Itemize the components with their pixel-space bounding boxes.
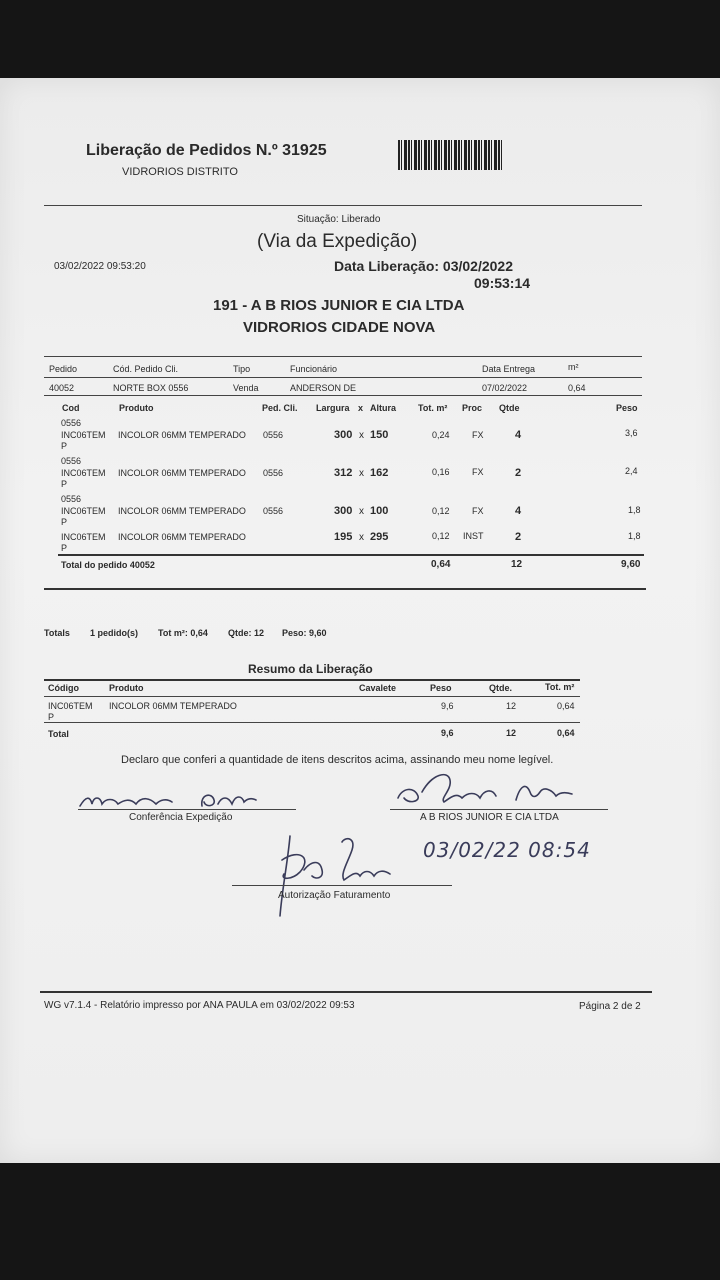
item-tot-m2: 0,12	[432, 506, 450, 516]
order-total-m2: 0,64	[431, 559, 451, 570]
order-divider-mid	[44, 377, 642, 378]
item-proc: FX	[472, 430, 484, 440]
order-cod-pedido: NORTE BOX 0556	[113, 383, 189, 393]
client-name: 191 - A B RIOS JUNIOR E CIA LTDA	[213, 297, 465, 314]
barcode	[398, 140, 504, 170]
resumo-cod: INC06TEM	[48, 701, 93, 711]
col-pedido: Pedido	[49, 364, 78, 374]
item-produto: INCOLOR 06MM TEMPERADO	[118, 506, 246, 516]
item-ped-cli: 0556	[263, 430, 284, 440]
resumo-peso: 9,6	[441, 701, 454, 711]
item-peso: 2,4	[625, 466, 638, 476]
conferencia-label: Conferência Expedição	[129, 812, 233, 823]
item-qtde: 4	[515, 429, 522, 441]
item-ped-cli: 0556	[263, 468, 284, 478]
resumo-title: Resumo da Liberação	[248, 662, 373, 676]
item-qtde: 4	[515, 505, 522, 517]
resumo-header-divider	[44, 696, 580, 697]
footer-report-info: WG v7.1.4 - Relatório impresso por ANA PAULA em 03/02/2022 09:53	[44, 1000, 355, 1011]
item-produto: INCOLOR 06MM TEMPERADO	[118, 532, 246, 542]
item-x: x	[359, 506, 364, 517]
item-x: x	[359, 532, 364, 543]
faturamento-signature-line	[232, 885, 452, 886]
order-divider-bottom	[44, 395, 642, 396]
item-cod-suffix: P	[61, 543, 68, 553]
items-col-proc: Proc	[462, 403, 483, 413]
resumo-total-label: Total	[48, 729, 69, 739]
item-largura: 300	[334, 429, 353, 441]
items-col-largura: Largura	[316, 403, 350, 413]
totals-peso: Peso: 9,60	[282, 628, 327, 638]
item-altura: 295	[370, 531, 389, 543]
resumo-col-produto: Produto	[109, 683, 144, 693]
resumo-col-tot-m2: Tot. m²	[545, 682, 575, 692]
item-tot-m2: 0,24	[432, 430, 450, 440]
item-altura: 162	[370, 467, 389, 479]
totals-qtde: Qtde: 12	[228, 628, 265, 638]
resumo-m2: 0,64	[557, 701, 575, 711]
item-peso: 1,8	[628, 505, 641, 515]
col-cod-pedido: Cód. Pedido Cli.	[113, 364, 179, 374]
item-proc: INST	[463, 531, 484, 541]
items-col-tot-m2: Tot. m²	[418, 403, 448, 413]
item-cod: INC06TEM	[61, 506, 106, 516]
resumo-produto: INCOLOR 06MM TEMPERADO	[109, 701, 237, 711]
items-col-altura: Altura	[370, 403, 397, 413]
item-peso: 1,8	[628, 531, 641, 541]
declaration-text: Declaro que conferi a quantidade de itens descritos acima, assinando meu nome legível.	[121, 754, 554, 766]
order-divider-top	[44, 356, 642, 357]
item-tot-m2: 0,16	[432, 467, 450, 477]
item-qtde: 2	[515, 467, 522, 479]
handwritten-date: 03/02/22 08:54	[423, 838, 591, 862]
faturamento-signature	[260, 830, 410, 920]
items-col-ped-cli: Ped. Cli.	[262, 403, 298, 413]
item-pre: 0556	[61, 456, 82, 466]
item-proc: FX	[472, 506, 484, 516]
item-cod: INC06TEM	[61, 468, 106, 478]
order-m2: 0,64	[568, 383, 586, 393]
resumo-col-peso: Peso	[430, 683, 452, 693]
totals-label: Totals	[44, 628, 70, 638]
data-liberacao: Data Liberação: 03/02/2022	[334, 258, 513, 274]
resumo-top-divider	[44, 679, 580, 681]
order-total-label: Total do pedido 40052	[61, 560, 155, 570]
company-name: VIDRORIOS DISTRITO	[122, 166, 238, 178]
items-col-cod: Cod	[62, 403, 80, 413]
order-funcionario: ANDERSON DE	[290, 383, 357, 393]
items-col-qtde: Qtde	[499, 403, 520, 413]
footer-divider	[40, 991, 652, 993]
item-x: x	[359, 468, 364, 479]
resumo-total-qtde: 12	[506, 728, 517, 738]
item-largura: 312	[334, 467, 353, 479]
via-label: (Via da Expedição)	[257, 231, 418, 252]
col-tipo: Tipo	[233, 364, 251, 374]
col-data-entrega: Data Entrega	[482, 364, 536, 374]
item-largura: 300	[334, 505, 353, 517]
item-peso: 3,6	[625, 428, 638, 438]
items-col-peso: Peso	[616, 403, 638, 413]
totals-m2: Tot m²: 0,64	[158, 628, 208, 638]
resumo-col-codigo: Código	[48, 683, 79, 693]
item-altura: 150	[370, 429, 389, 441]
faturamento-label: Autorização Faturamento	[278, 890, 391, 901]
order-total-qtde: 12	[511, 559, 523, 570]
data-liberacao-time: 09:53:14	[474, 275, 531, 291]
item-pre: 0556	[61, 418, 82, 428]
item-proc: FX	[472, 467, 484, 477]
client-label: A B RIOS JUNIOR E CIA LTDA	[420, 812, 559, 823]
item-cod-suffix: P	[61, 441, 68, 451]
resumo-total-peso: 9,6	[441, 728, 454, 738]
item-cod-suffix: P	[61, 479, 68, 489]
client-store: VIDRORIOS CIDADE NOVA	[243, 319, 436, 336]
items-total-divider	[58, 554, 644, 556]
order-pedido: 40052	[49, 383, 75, 393]
resumo-col-cavalete: Cavalete	[359, 683, 397, 693]
conferencia-signature-line	[78, 809, 296, 810]
item-qtde: 2	[515, 531, 522, 543]
item-x: x	[359, 430, 364, 441]
resumo-col-qtde: Qtde.	[489, 683, 513, 693]
totals-pedidos: 1 pedido(s)	[90, 628, 139, 638]
item-produto: INCOLOR 06MM TEMPERADO	[118, 468, 246, 478]
document-title: Liberação de Pedidos N.º 31925	[86, 142, 327, 159]
item-cod-suffix: P	[61, 517, 68, 527]
order-total-peso: 9,60	[621, 559, 641, 570]
header-divider	[44, 205, 642, 206]
items-bottom-divider	[44, 588, 646, 590]
item-pre: 0556	[61, 494, 82, 504]
client-signature	[392, 768, 582, 810]
resumo-cod-suffix: P	[48, 712, 55, 722]
printed-timestamp: 03/02/2022 09:53:20	[54, 261, 146, 272]
item-cod: INC06TEM	[61, 430, 106, 440]
resumo-total-divider	[44, 722, 580, 723]
item-tot-m2: 0,12	[432, 531, 450, 541]
resumo-qtde: 12	[506, 701, 517, 711]
item-largura: 195	[334, 531, 353, 543]
footer-page-number: Página 2 de 2	[579, 1001, 641, 1012]
resumo-total-m2: 0,64	[557, 728, 575, 738]
item-altura: 100	[370, 505, 389, 517]
col-funcionario: Funcionário	[290, 364, 338, 374]
items-col-x: x	[358, 403, 364, 413]
col-m2: m²	[568, 362, 579, 372]
situacao-label: Situação: Liberado	[297, 214, 381, 225]
order-data-entrega: 07/02/2022	[482, 383, 528, 393]
item-ped-cli: 0556	[263, 506, 284, 516]
order-tipo: Venda	[233, 383, 259, 393]
item-produto: INCOLOR 06MM TEMPERADO	[118, 430, 246, 440]
items-col-produto: Produto	[119, 403, 154, 413]
client-signature-line	[390, 809, 608, 810]
item-cod: INC06TEM	[61, 532, 106, 542]
